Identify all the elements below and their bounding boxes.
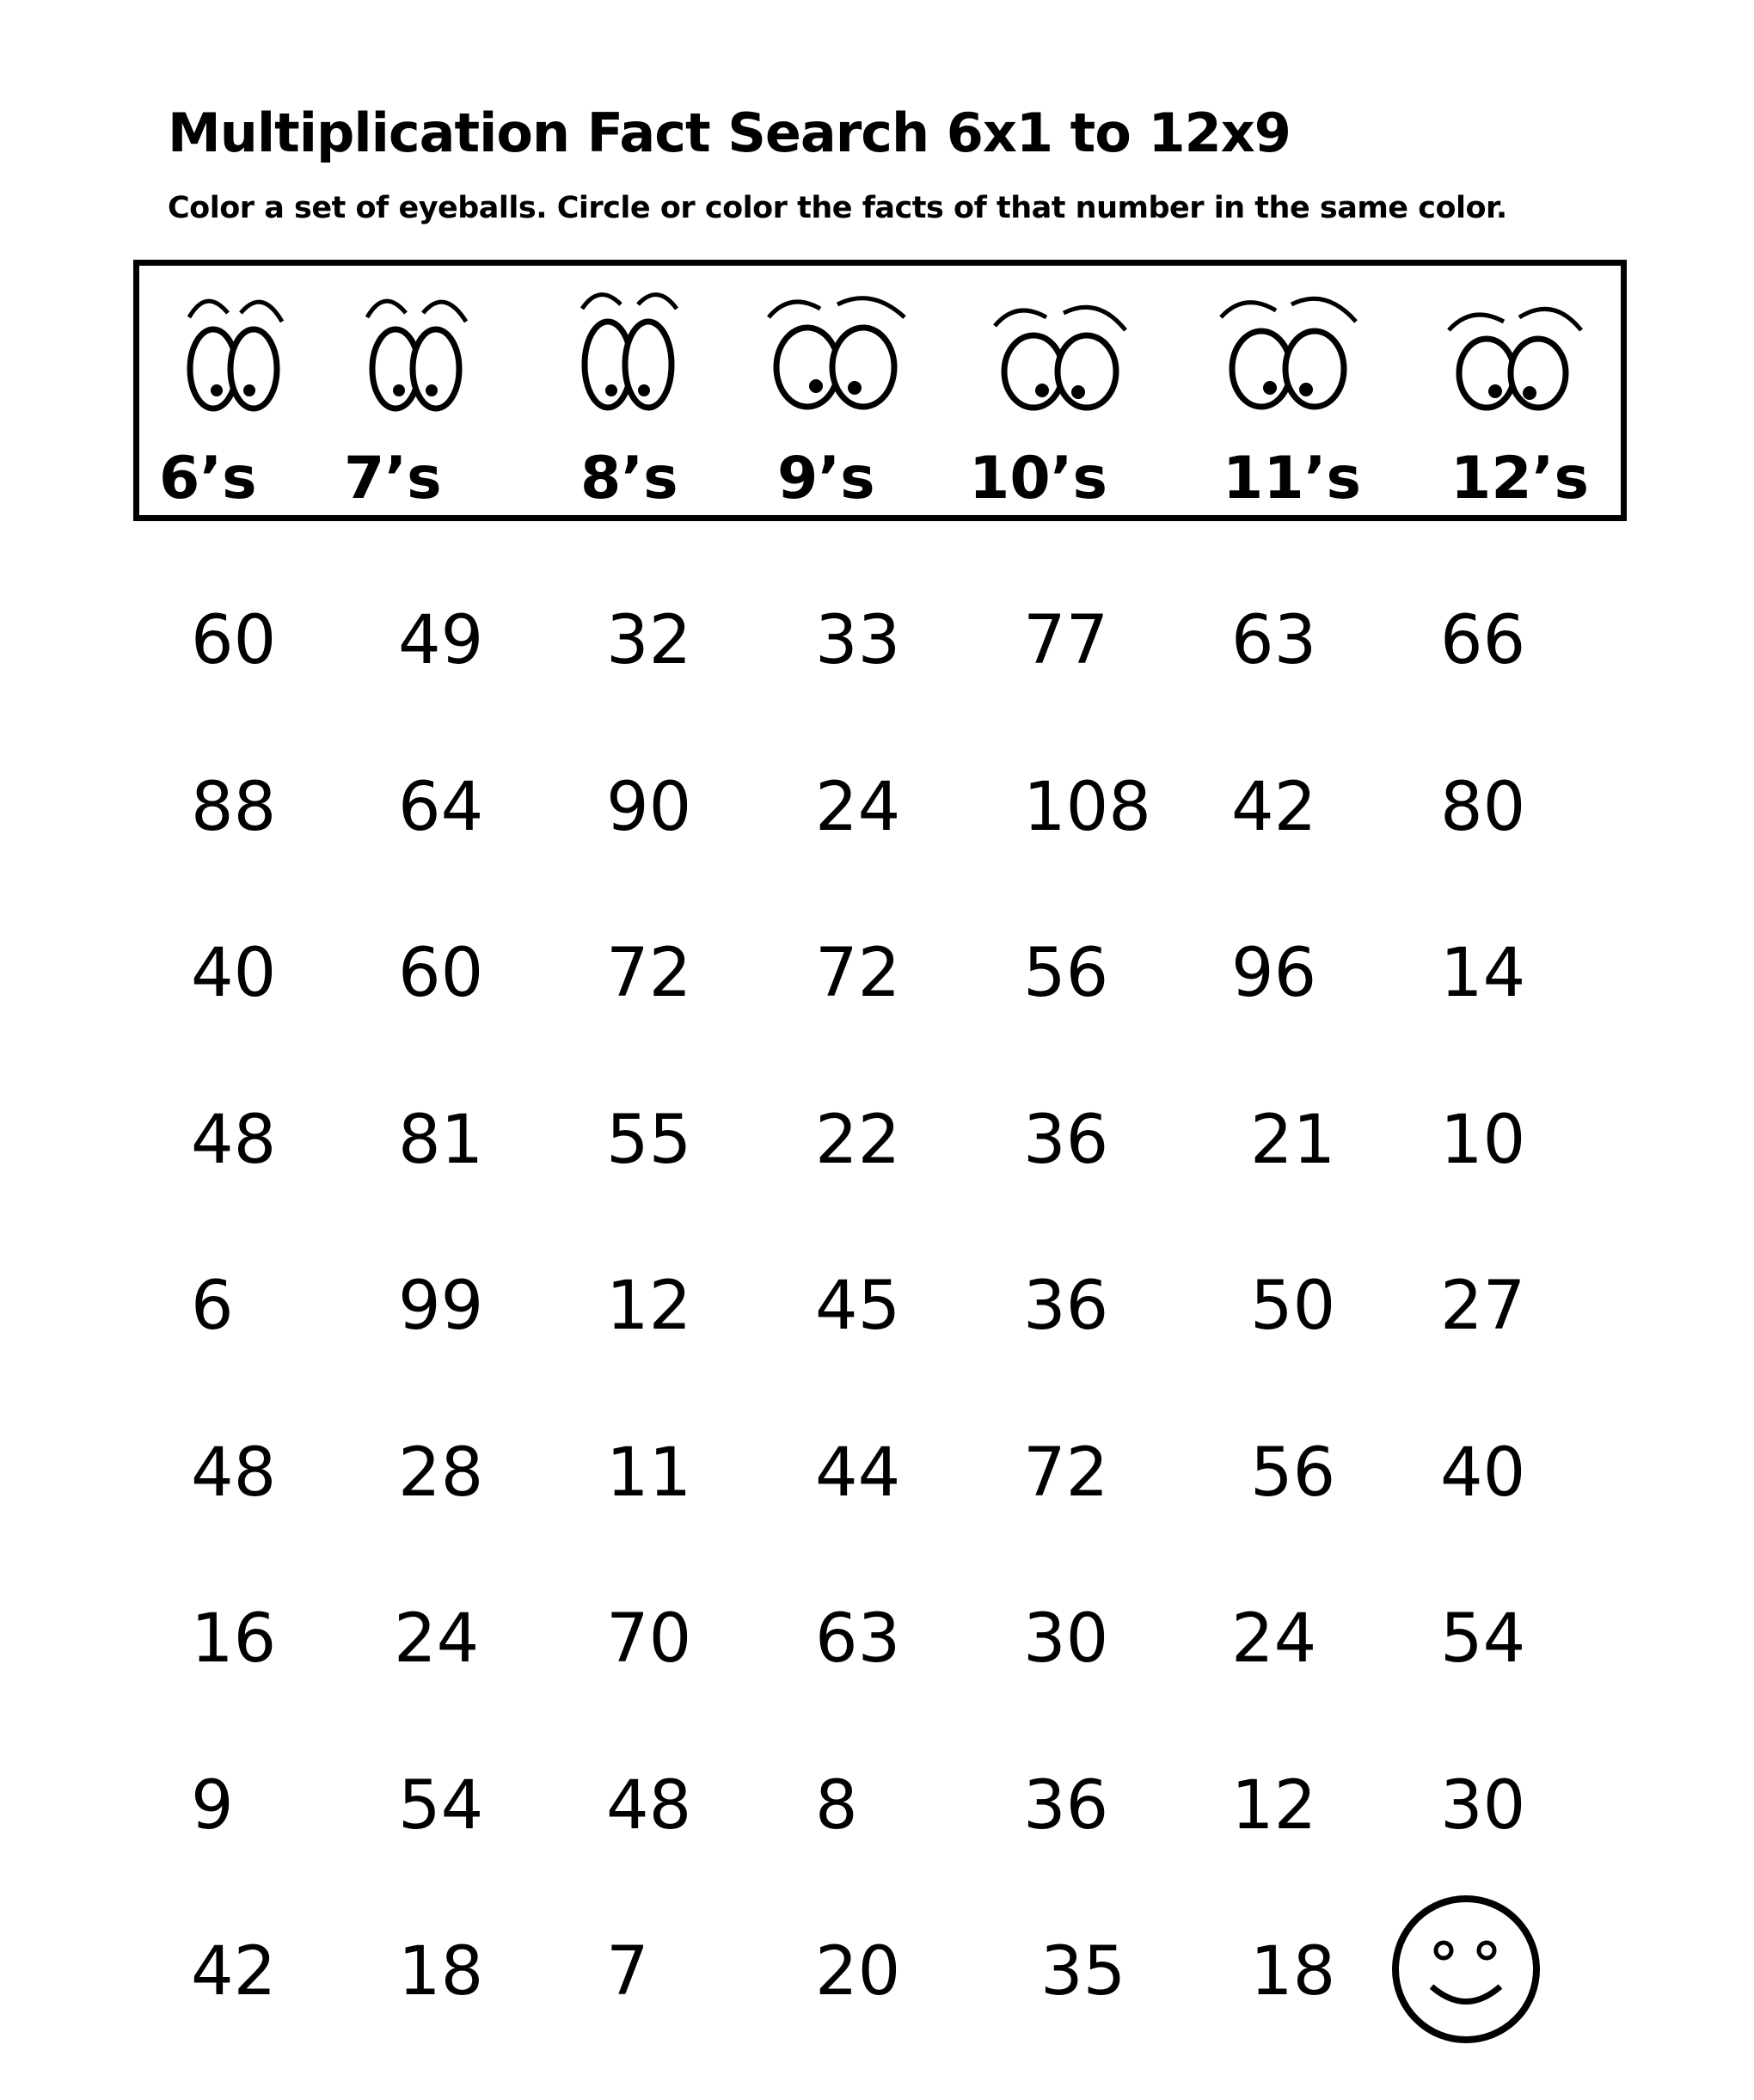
grid-number[interactable]: 42 xyxy=(1231,768,1317,846)
grid-number[interactable]: 32 xyxy=(606,602,692,679)
grid-number[interactable]: 24 xyxy=(394,1600,480,1678)
grid-number[interactable]: 90 xyxy=(606,768,692,846)
grid-number[interactable]: 70 xyxy=(606,1600,692,1678)
eyeballs-icon xyxy=(751,283,923,421)
grid-number[interactable]: 9 xyxy=(191,1766,234,1845)
grid-number[interactable]: 35 xyxy=(1040,1933,1126,2011)
eyeball-set-11[interactable] xyxy=(1205,283,1361,515)
grid-number[interactable]: 42 xyxy=(191,1933,277,2011)
grid-number[interactable]: 63 xyxy=(815,1600,901,1678)
grid-number[interactable]: 33 xyxy=(815,602,901,679)
eyeball-legend xyxy=(133,260,1627,521)
grid-number[interactable]: 80 xyxy=(1440,768,1526,846)
eyeball-set-10[interactable] xyxy=(969,283,1124,515)
grid-number[interactable]: 56 xyxy=(1023,935,1109,1012)
grid-number[interactable]: 7 xyxy=(606,1933,649,2011)
eyeballs-icon xyxy=(556,283,702,421)
grid-number[interactable]: 22 xyxy=(815,1101,901,1179)
legend-label-8: 8’s xyxy=(580,445,678,513)
eyeballs-icon xyxy=(1205,283,1377,421)
grid-number[interactable]: 8 xyxy=(815,1766,858,1845)
legend-label-10: 10’s xyxy=(969,445,1107,513)
eyeball-set-7[interactable] xyxy=(346,283,492,515)
page-title: Multiplication Fact Search 6x1 to 12x9 xyxy=(168,101,1291,164)
grid-number[interactable]: 56 xyxy=(1250,1434,1336,1512)
grid-number[interactable]: 54 xyxy=(1440,1600,1526,1678)
grid-number[interactable]: 6 xyxy=(191,1268,234,1345)
grid-number[interactable]: 48 xyxy=(191,1434,277,1512)
smiley-face-icon xyxy=(1389,1892,1543,2047)
grid-number[interactable]: 30 xyxy=(1023,1600,1109,1678)
grid-number[interactable]: 60 xyxy=(191,602,277,679)
grid-number[interactable]: 64 xyxy=(398,768,484,846)
grid-number[interactable]: 40 xyxy=(191,935,277,1012)
grid-number[interactable]: 36 xyxy=(1023,1101,1109,1179)
grid-number[interactable]: 36 xyxy=(1023,1766,1109,1845)
grid-number[interactable]: 48 xyxy=(191,1101,277,1179)
grid-number[interactable]: 49 xyxy=(398,602,484,679)
grid-number[interactable]: 72 xyxy=(1023,1434,1109,1512)
legend-label-7: 7’s xyxy=(344,445,442,513)
grid-number[interactable]: 28 xyxy=(398,1434,484,1512)
grid-number[interactable]: 12 xyxy=(1231,1766,1317,1845)
grid-number[interactable]: 81 xyxy=(398,1101,484,1179)
legend-label-11: 11’s xyxy=(1223,445,1361,513)
grid-number[interactable]: 60 xyxy=(398,935,484,1012)
eyeballs-icon xyxy=(163,283,310,421)
grid-number[interactable]: 18 xyxy=(1250,1933,1336,2011)
grid-number[interactable]: 24 xyxy=(815,768,901,846)
grid-number[interactable]: 66 xyxy=(1440,602,1526,679)
grid-number[interactable]: 77 xyxy=(1023,602,1109,679)
grid-number[interactable]: 96 xyxy=(1231,935,1317,1012)
grid-number[interactable]: 36 xyxy=(1023,1268,1109,1345)
grid-number[interactable]: 12 xyxy=(606,1268,692,1345)
eyeball-set-9[interactable] xyxy=(751,283,898,515)
grid-number[interactable]: 20 xyxy=(815,1933,901,2011)
eyeballs-icon xyxy=(346,283,492,421)
grid-number[interactable]: 18 xyxy=(398,1933,484,2011)
legend-label-6: 6’s xyxy=(159,445,257,513)
grid-number[interactable]: 54 xyxy=(398,1766,484,1845)
grid-number[interactable]: 44 xyxy=(815,1434,901,1512)
legend-label-9: 9’s xyxy=(777,445,875,513)
grid-number[interactable]: 99 xyxy=(398,1268,484,1345)
grid-number[interactable]: 30 xyxy=(1440,1766,1526,1845)
eyeball-set-12[interactable] xyxy=(1433,283,1589,515)
grid-number[interactable]: 45 xyxy=(815,1268,901,1345)
grid-number[interactable]: 72 xyxy=(815,935,901,1012)
grid-number[interactable]: 10 xyxy=(1440,1101,1526,1179)
eyeballs-icon xyxy=(1433,283,1605,421)
grid-number[interactable]: 40 xyxy=(1440,1434,1526,1512)
grid-number[interactable]: 16 xyxy=(191,1600,277,1678)
grid-number[interactable]: 11 xyxy=(606,1434,692,1512)
grid-number[interactable]: 88 xyxy=(191,768,277,846)
grid-number[interactable]: 24 xyxy=(1231,1600,1317,1678)
eyeballs-icon xyxy=(978,283,1150,421)
grid-number[interactable]: 108 xyxy=(1023,768,1151,846)
instructions-text: Color a set of eyeballs. Circle or color the facts of that number in the same color. xyxy=(168,191,1507,225)
grid-number[interactable]: 48 xyxy=(606,1766,692,1845)
grid-number[interactable]: 14 xyxy=(1440,935,1526,1012)
eyeball-set-8[interactable] xyxy=(556,283,702,515)
grid-number[interactable]: 72 xyxy=(606,935,692,1012)
legend-label-12: 12’s xyxy=(1450,445,1589,513)
eyeball-set-6[interactable] xyxy=(159,283,310,515)
grid-number[interactable]: 63 xyxy=(1231,602,1317,679)
grid-number[interactable]: 50 xyxy=(1250,1268,1336,1345)
grid-number[interactable]: 21 xyxy=(1250,1101,1336,1179)
grid-number[interactable]: 55 xyxy=(606,1101,692,1179)
grid-number[interactable]: 27 xyxy=(1440,1268,1526,1345)
